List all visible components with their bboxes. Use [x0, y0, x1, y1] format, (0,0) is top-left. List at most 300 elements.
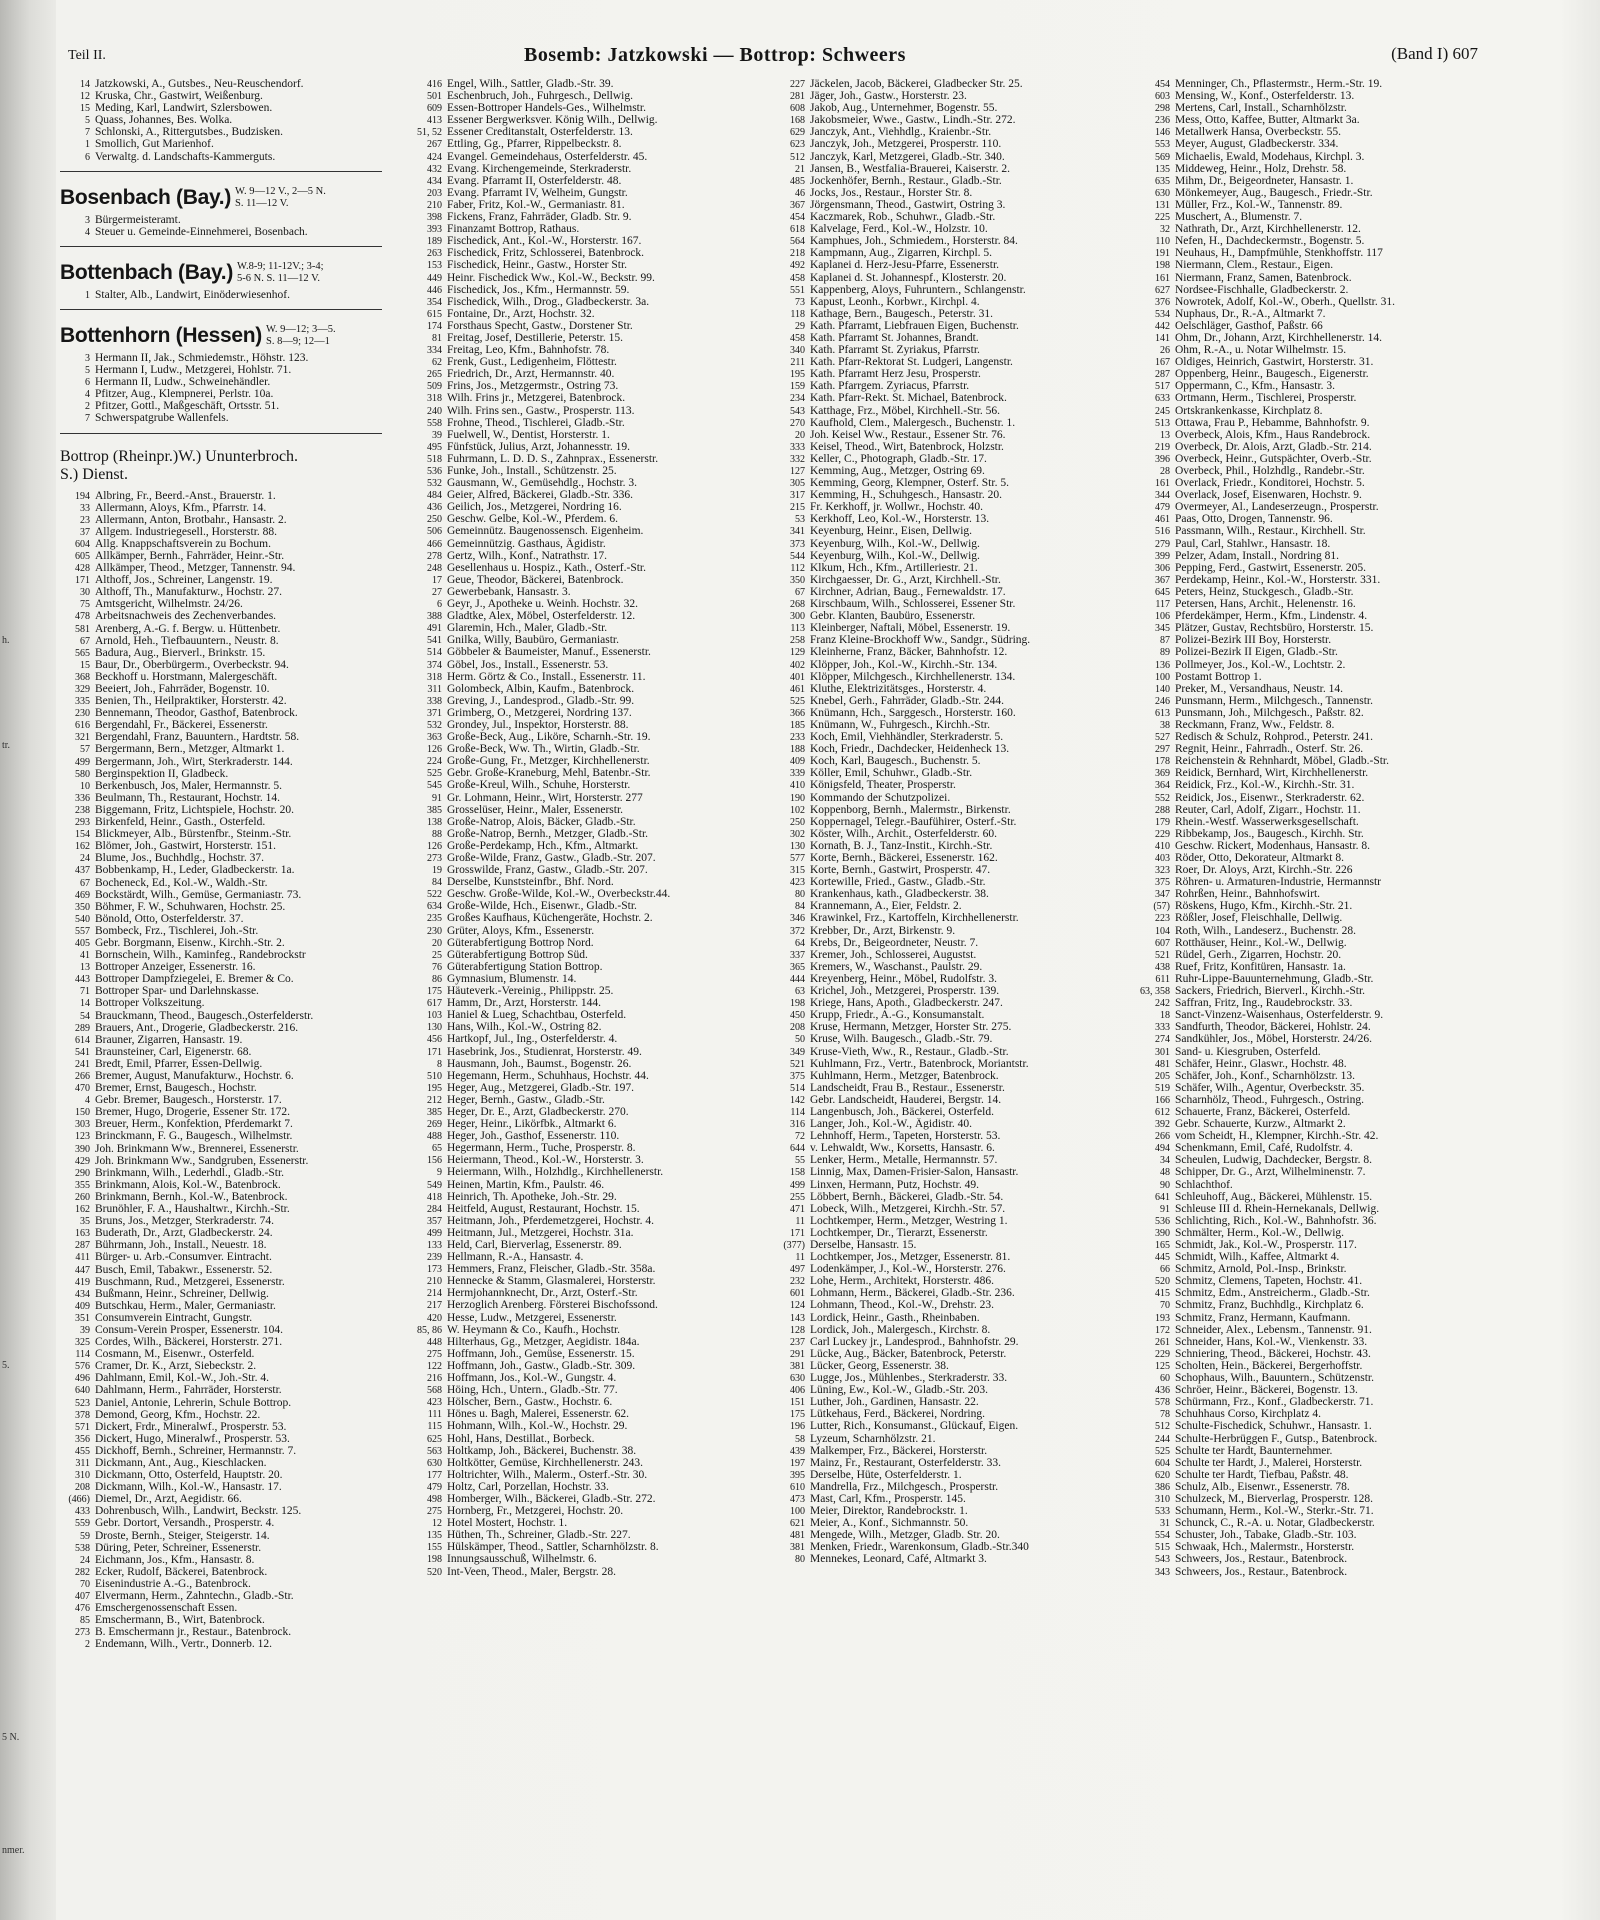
- directory-entry: [775, 175, 1135, 187]
- entry-text: Scholten, Hein., Bäckerei, Bergerhoffstr.: [1175, 1359, 1363, 1372]
- directory-entry: [60, 743, 410, 755]
- directory-entry: [60, 671, 410, 683]
- entry-text: Mihm, Dr., Beigeordneter, Hansastr. 1.: [1175, 174, 1354, 187]
- city-heading: [60, 448, 410, 484]
- directory-entry: [1140, 102, 1485, 114]
- phone-number: 364: [1155, 780, 1170, 792]
- phone-number: 534: [1155, 308, 1170, 320]
- directory-entry: [775, 259, 1135, 271]
- phone-number: 189: [427, 236, 442, 248]
- phone-number: 71: [80, 986, 90, 998]
- entry-text: Dickmann, Otto, Osterfeld, Hauptstr. 20.: [95, 1469, 283, 1482]
- directory-entry: [775, 1553, 1135, 1565]
- entry-text: Buschmann, Rud., Metzgerei, Essenerstr.: [95, 1275, 285, 1288]
- phone-number: 260: [75, 1191, 90, 1203]
- directory-entry: [1140, 78, 1485, 90]
- entry-text: Lugge, Jos., Mühlenbes., Sterkraderstr. 33.: [810, 1372, 1008, 1385]
- phone-number: 239: [427, 1252, 442, 1264]
- phone-number: 410: [1155, 840, 1170, 852]
- phone-number: 238: [75, 804, 90, 816]
- entry-text: Elvermann, Herm., Zahntechn., Gladb.-Str.: [95, 1590, 294, 1603]
- directory-entry: [412, 961, 772, 973]
- entry-text: Schmidt, Jak., Kol.-W., Prosperstr. 117.: [1175, 1239, 1357, 1251]
- phone-number: 267: [427, 139, 442, 151]
- phone-number: 306: [1155, 562, 1170, 574]
- entry-text: vom Scheidt, H., Klempner, Kirchh.-Str. 42.: [1175, 1130, 1379, 1143]
- directory-entry: [412, 1046, 772, 1058]
- directory-entry: [1140, 138, 1485, 150]
- entry-text: Schwerspatgrube Wallenfels.: [95, 412, 229, 425]
- entry-text: Nordsee-Fischhalle, Gladbeckerstr. 2.: [1175, 283, 1349, 296]
- entry-text: Hans, Wilh., Kol.-W., Ostring 82.: [447, 1021, 602, 1034]
- phone-number: 644: [790, 1143, 805, 1155]
- entry-text: Nefen, H., Dachdeckermstr., Bogenstr. 5.: [1175, 235, 1365, 248]
- entry-text: Overbeck, Heinr., Gutspächter, Overb.-Str.: [1175, 452, 1372, 465]
- entry-text: Kath. Pfarramt, Liebfrauen Eigen, Buchenstr.: [810, 319, 1019, 332]
- entry-text: Mandrella, Frz., Milchgesch., Prosperstr.: [810, 1480, 999, 1493]
- phone-number: 323: [1155, 865, 1170, 877]
- entry-text: Mönkemeyer, Aug., Baugesch., Friedr.-Str.: [1175, 186, 1373, 199]
- entry-text: Kluthe, Elektrizitätsges., Horsterstr. 4.: [810, 682, 987, 695]
- directory-entry: [412, 114, 772, 126]
- phone-number: 6: [85, 377, 90, 389]
- phone-number: 496: [75, 1373, 90, 1385]
- phone-number: 515: [1155, 1542, 1170, 1554]
- city-name: Bosenbach (Bay.): [60, 185, 232, 209]
- entry-text: Neuhaus, H., Dampfmühle, Stenkhoffstr. 117: [1175, 247, 1383, 260]
- phone-number: 629: [790, 127, 805, 139]
- entry-text: Krankenhaus, kath., Gladbeckerstr. 38.: [810, 888, 989, 901]
- directory-entry: [412, 1203, 772, 1215]
- phone-number: 70: [1160, 1300, 1170, 1312]
- directory-entry: [60, 1143, 410, 1155]
- phone-number: 641: [1155, 1191, 1170, 1203]
- entry-text: Kruse, Wilh. Baugesch., Gladb.-Str. 79.: [810, 1033, 993, 1046]
- phone-number: 454: [1155, 79, 1170, 90]
- directory-entry: [1140, 1445, 1485, 1457]
- phone-number: 580: [75, 768, 90, 780]
- directory-entry: [1140, 501, 1485, 513]
- phone-number: 479: [427, 1481, 442, 1493]
- entry-text: Middeweg, Heinr., Holz, Drehstr. 58.: [1175, 162, 1347, 175]
- directory-entry: [1140, 961, 1485, 973]
- entry-text: Kremers, W., Waschanst., Paulstr. 29.: [810, 960, 983, 973]
- directory-entry: [775, 441, 1135, 453]
- directory-entry: [1140, 816, 1485, 828]
- phone-number: 403: [1155, 853, 1170, 864]
- phone-number: 100: [1155, 671, 1170, 683]
- directory-entry: [412, 1348, 772, 1360]
- phone-number: 495: [427, 441, 442, 453]
- entry-text: Fünfstück, Julius, Arzt, Johannesstr. 19.: [447, 440, 631, 453]
- entry-text: Häuteverk.-Vereinig., Philippstr. 25.: [447, 985, 614, 998]
- phone-number: 520: [427, 1566, 442, 1578]
- phone-number: 410: [790, 780, 805, 792]
- entry-text: Krupp, Friedr., A.-G., Konsumanstalt.: [810, 1009, 985, 1022]
- directory-entry: [60, 610, 410, 622]
- phone-number: 39: [432, 429, 442, 441]
- entry-text: Klöpper, Joh., Kol.-W., Kirchh.-Str. 134.: [810, 658, 998, 671]
- phone-number: 388: [427, 611, 442, 623]
- directory-entry: [412, 1058, 772, 1070]
- directory-entry: [775, 1312, 1135, 1324]
- phone-number: 265: [427, 369, 442, 381]
- directory-entry: [60, 925, 410, 937]
- entry-text: Ribbekamp, Jos., Baugesch., Kirchh. Str.: [1175, 827, 1364, 840]
- phone-number: 27: [432, 586, 442, 598]
- phone-number: 525: [1155, 1445, 1170, 1457]
- gutter-mark: 5 N.: [2, 1732, 20, 1743]
- phone-number: 371: [427, 707, 442, 719]
- entry-text: Lochtkemper, Dr., Tierarzt, Essenerstr.: [810, 1226, 988, 1239]
- entry-text: Schulte-Fischedick, Schuhwr., Hansastr. 1.: [1175, 1420, 1372, 1433]
- entry-text: Schulz, Alb., Eisenwr., Essenerstr. 78.: [1175, 1480, 1350, 1493]
- directory-entry: [775, 1082, 1135, 1094]
- directory-entry: [775, 1408, 1135, 1420]
- directory-entry: [412, 937, 772, 949]
- phone-number: 198: [1155, 260, 1170, 272]
- directory-entry: [775, 1372, 1135, 1384]
- directory-entry: [60, 985, 410, 997]
- phone-number: 609: [427, 103, 442, 115]
- entry-text: Derselbe, Hansastr. 15.: [810, 1239, 917, 1251]
- directory-entry: [775, 78, 1135, 90]
- entry-text: Birkenfeld, Heinr., Gasth., Osterfeld.: [95, 816, 266, 829]
- entry-text: Butschkau, Herm., Maler, Germaniastr.: [95, 1299, 276, 1312]
- phone-number: 31: [1160, 1518, 1170, 1530]
- entry-text: Held, Carl, Bierverlag, Essenerstr. 89.: [447, 1239, 622, 1251]
- entry-text: Gymnasium, Blumenstr. 14.: [447, 972, 577, 985]
- entry-text: Lenker, Herm., Metalle, Hermannstr. 57.: [810, 1154, 998, 1167]
- entry-text: Hoffmann, Joh., Gemüse, Essenerstr. 15.: [447, 1347, 635, 1360]
- entry-text: Fischedick, Ant., Kol.-W., Horsterstr. 167.: [447, 235, 642, 248]
- directory-entry: [775, 465, 1135, 477]
- entry-text: Lordick, Joh., Malergesch., Kirchstr. 8.: [810, 1323, 991, 1336]
- directory-entry: [412, 1021, 772, 1033]
- phone-number: 218: [790, 248, 805, 260]
- entry-text: Lordick, Heinr., Gasth., Rheinbaben.: [810, 1311, 980, 1324]
- directory-entry: [1140, 937, 1485, 949]
- entry-text: Bürgermeisteramt.: [95, 213, 181, 226]
- entry-text: Kemming, Georg, Klempner, Osterf. Str. 5.: [810, 477, 1009, 490]
- directory-entry: [775, 1033, 1135, 1045]
- entry-text: Schlachthof.: [1175, 1178, 1233, 1191]
- phone-number: 522: [427, 889, 442, 901]
- entry-text: Meier, Direktor, Randebrockstr. 1.: [810, 1505, 968, 1518]
- entry-text: Große-Natrop, Bernh., Metzger, Gladb.-Str.: [447, 827, 649, 840]
- directory-entry: [60, 1542, 410, 1554]
- directory-entry: [1140, 151, 1485, 163]
- directory-entry: [60, 635, 410, 647]
- directory-entry: [775, 477, 1135, 489]
- phone-number: 406: [790, 1385, 805, 1397]
- entry-text: Oppermann, C., Kfm., Hansastr. 3.: [1175, 380, 1336, 393]
- entry-text: Güterabfertigung Station Bottrop.: [447, 960, 603, 973]
- phone-number: 20: [432, 937, 442, 949]
- phone-number: 536: [1155, 1215, 1170, 1227]
- phone-number: 214: [427, 1288, 442, 1300]
- phone-number: 7: [85, 413, 90, 425]
- entry-text: Kaczmarek, Rob., Schuhwr., Gladb.-Str.: [810, 211, 996, 224]
- entry-text: Gertz, Wilh., Konf., Natrathstr. 17.: [447, 549, 607, 562]
- directory-entry: [1140, 562, 1485, 574]
- phone-number: 10: [80, 780, 90, 792]
- phone-number: 241: [75, 1058, 90, 1070]
- phone-number: 301: [1155, 1046, 1170, 1058]
- entry-text: Keyenburg, Wilh., Kol.-W., Dellwig.: [810, 537, 980, 550]
- entry-text: Mainz, Fr., Restaurant, Osterfelderstr. 33.: [810, 1456, 1001, 1469]
- phone-number: 4: [85, 226, 90, 238]
- directory-entry: [775, 272, 1135, 284]
- entry-text: Geschw. Gelbe, Kol.-W., Pferdem. 6.: [447, 513, 618, 526]
- entry-text: Buderath, Dr., Arzt, Gladbeckerstr. 24.: [95, 1227, 273, 1240]
- entry-text: Rüdel, Gerh., Zigarren, Hochstr. 20.: [1175, 948, 1342, 961]
- entry-text: Schmidt, Wilh., Kaffee, Altmarkt 4.: [1175, 1251, 1340, 1264]
- entry-text: Badura, Aug., Bierverl., Brinkstr. 15.: [95, 646, 266, 659]
- entry-text: Forsthaus Specht, Gastw., Dorstener Str.: [447, 319, 633, 332]
- city-heading: [60, 186, 410, 210]
- entry-text: Allgem. Industriegesell., Horsterstr. 88.: [95, 525, 278, 538]
- directory-entry: [775, 1360, 1135, 1372]
- entry-text: Brauckmann, Theod., Baugesch.,Osterfelderstr.: [95, 1009, 314, 1022]
- directory-entry: [775, 223, 1135, 235]
- entry-text: Hellmann, R.-A., Hansastr. 4.: [447, 1251, 584, 1264]
- entry-text: Hoffmann, Joh., Gastw., Gladb.-Str. 309.: [447, 1359, 636, 1372]
- entry-text: Meding, Karl, Landwirt, Szlersbowen.: [95, 102, 273, 115]
- entry-text: Müller, Frz., Kol.-W., Tannenstr. 89.: [1175, 198, 1343, 211]
- entry-text: Quass, Johannes, Bes. Wolka.: [95, 114, 233, 127]
- entry-text: Schauerte, Franz, Bäckerei, Osterfeld.: [1175, 1105, 1351, 1118]
- phone-number: 2: [85, 1639, 90, 1651]
- directory-entry: [412, 1541, 772, 1553]
- phone-number: 479: [1155, 502, 1170, 514]
- directory-entry: [775, 876, 1135, 888]
- entry-text: Jocks, Jos., Restaur., Horster Str. 8.: [810, 186, 973, 199]
- directory-entry: [775, 1227, 1135, 1239]
- directory-entry: [412, 1566, 772, 1578]
- phone-number: 39: [80, 1324, 90, 1336]
- phone-number: 372: [790, 925, 805, 937]
- entry-text: Overbeck, Dr. Alois, Arzt, Gladb.-Str. 214.: [1175, 440, 1372, 453]
- directory-entry: [60, 1227, 410, 1239]
- directory-entry: [1140, 247, 1485, 259]
- entry-text: Muschert, A., Blumenstr. 7.: [1175, 211, 1303, 224]
- phone-number: 614: [75, 1034, 90, 1046]
- phone-number: 215: [790, 502, 805, 514]
- phone-number: 558: [427, 417, 442, 429]
- phone-number: 6: [85, 151, 90, 163]
- directory-entry: [412, 1517, 772, 1529]
- directory-entry: [60, 1288, 410, 1300]
- phone-number: 341: [790, 526, 805, 538]
- directory-entry: [775, 1058, 1135, 1070]
- entry-text: Herzoglich Arenberg. Försterei Bischofssond.: [447, 1299, 658, 1312]
- phone-number: 302: [790, 828, 805, 840]
- phone-number: 146: [1155, 127, 1170, 139]
- phone-number: 15: [80, 659, 90, 671]
- phone-number: 366: [790, 707, 805, 719]
- directory-entry: [60, 1022, 410, 1034]
- entry-text: Jakobsmeier, Wwe., Gastw., Lindh.-Str. 272.: [810, 114, 1016, 127]
- phone-number: 125: [1155, 1360, 1170, 1372]
- entry-text: Sanct-Vinzenz-Waisenhaus, Osterfelderstr. 9.: [1175, 1009, 1384, 1022]
- directory-entry: [60, 961, 410, 973]
- directory-entry: [1140, 1433, 1485, 1445]
- entry-text: Heitmann, Joh., Pferdemetzgerei, Hochstr. 4.: [447, 1214, 654, 1227]
- directory-entry: [1140, 175, 1485, 187]
- directory-entry: [1140, 1481, 1485, 1493]
- entry-text: Dahlmann, Herm., Fahrräder, Horsterstr.: [95, 1384, 282, 1397]
- directory-entry: [412, 90, 772, 102]
- directory-entry: [412, 1312, 772, 1324]
- phone-number: 543: [1155, 1554, 1170, 1566]
- directory-entry: [1140, 296, 1485, 308]
- entry-text: Sand- u. Kiesgruben, Osterfeld.: [1175, 1045, 1321, 1058]
- entry-text: Bombeck, Frz., Tischlerei, Joh.-Str.: [95, 924, 259, 937]
- entry-text: Große-Gung, Fr., Metzger, Kirchhellenerstr.: [447, 755, 650, 768]
- phone-number: 273: [75, 1627, 90, 1639]
- phone-number: 523: [75, 1397, 90, 1409]
- directory-entry: [60, 889, 410, 901]
- phone-number: 179: [1155, 816, 1170, 828]
- directory-entry: [60, 1578, 410, 1590]
- directory-entry: [775, 1433, 1135, 1445]
- phone-number: 347: [1155, 889, 1170, 901]
- directory-entry: [412, 284, 772, 296]
- entry-text: Bremer, Hugo, Drogerie, Essener Str. 172.: [95, 1106, 290, 1119]
- entry-text: Allkämper, Bernh., Fahrräder, Heinr.-Str.: [95, 549, 285, 562]
- entry-text: Arbeitsnachweis des Zechenverbandes.: [95, 610, 277, 623]
- entry-text: Knümann, Hch., Sarggesch., Horsterstr. 160.: [810, 706, 1016, 719]
- phone-number: 438: [1155, 961, 1170, 973]
- entry-text: Kuhlmann, Frz., Vertr., Batenbrock, Moriantstr.: [810, 1057, 1029, 1070]
- phone-number: 287: [75, 1240, 90, 1252]
- directory-entry: [60, 214, 410, 226]
- phone-number: 261: [1155, 1336, 1170, 1348]
- directory-entry: [775, 1118, 1135, 1130]
- entry-text: Hasebrink, Jos., Studienrat, Horsterstr. 49.: [447, 1045, 642, 1058]
- entry-text: Brinckmann, F. G., Baugesch., Wilhelmstr.: [95, 1130, 293, 1143]
- directory-entry: [1140, 1106, 1485, 1118]
- page-header: [64, 40, 1478, 68]
- phone-number: 162: [75, 841, 90, 853]
- directory-entry: [1140, 392, 1485, 404]
- phone-number: 51, 52: [417, 127, 442, 139]
- phone-number: 154: [75, 829, 90, 841]
- directory-entry: [60, 102, 410, 114]
- entry-text: Hennecke & Stamm, Glasmalerei, Horsterstr.: [447, 1275, 656, 1288]
- directory-entry: [60, 1034, 410, 1046]
- directory-entry: [775, 779, 1135, 791]
- phone-number: 367: [1155, 574, 1170, 586]
- phone-number: 334: [427, 345, 442, 357]
- phone-number: 78: [1160, 1409, 1170, 1421]
- entry-text: Oelschläger, Gasthof, Paßstr. 66: [1175, 319, 1323, 332]
- phone-number: 85, 86: [417, 1324, 442, 1336]
- directory-entry: [775, 1445, 1135, 1457]
- entry-text: Schleuhoff, Aug., Bäckerei, Mühlenstr. 15.: [1175, 1190, 1373, 1203]
- entry-text: Kath. Pfarramt St. Johannes, Brandt.: [810, 331, 979, 344]
- column-1: [60, 78, 410, 1878]
- entry-text: Evangel. Gemeindehaus, Osterfelderstr. 45.: [447, 150, 648, 163]
- entry-text: Ortskrankenkasse, Kirchplatz 8.: [1175, 404, 1323, 417]
- entry-text: Blömer, Joh., Gastwirt, Horsterstr. 151.: [95, 840, 276, 853]
- phone-number: 512: [1155, 1421, 1170, 1433]
- phone-number: 25: [432, 949, 442, 961]
- directory-entry: [1140, 912, 1485, 924]
- phone-number: 217: [427, 1300, 442, 1312]
- phone-number: 288: [1155, 804, 1170, 816]
- directory-entry: [775, 985, 1135, 997]
- directory-entry: [1140, 973, 1485, 985]
- entry-text: Schniering, Theod., Bäckerei, Hochstr. 43.: [1175, 1347, 1371, 1360]
- phone-number: 58: [795, 1433, 805, 1445]
- phone-number: 315: [790, 865, 805, 877]
- entry-text: Reuter, Carl, Adolf, Zigarr., Hochstr. 11.: [1175, 803, 1361, 816]
- entry-text: Arnold, Heh., Tiefbauuntern., Neustr. 8.: [95, 634, 279, 647]
- directory-entry: [1140, 284, 1485, 296]
- phone-number: 437: [75, 865, 90, 877]
- directory-entry: [60, 352, 410, 364]
- directory-entry: [775, 1396, 1135, 1408]
- entry-text: Kath. Pfarr-Rekt. St. Michael, Batenbrock.: [810, 392, 1007, 405]
- directory-entry: [1140, 1553, 1485, 1565]
- phone-number: 129: [790, 647, 805, 659]
- directory-entry: [775, 1009, 1135, 1021]
- phone-number: 3: [85, 214, 90, 226]
- phone-number: 195: [790, 369, 805, 381]
- phone-number: 122: [427, 1360, 442, 1372]
- directory-entry: [1140, 1203, 1485, 1215]
- phone-number: 81: [432, 332, 442, 344]
- phone-number: 536: [427, 466, 442, 477]
- entry-text: Sandkühler, Jos., Möbel, Horsterstr. 24/26.: [1175, 1033, 1372, 1046]
- phone-number: 368: [75, 671, 90, 683]
- directory-entry: [60, 126, 410, 138]
- phone-number: 171: [75, 575, 90, 587]
- phone-number: 35: [80, 1216, 90, 1228]
- entry-text: Bürger- u. Arb.-Consumver. Eintracht.: [95, 1251, 272, 1264]
- directory-entry: [775, 1324, 1135, 1336]
- entry-text: Schenkmann, Emil, Café, Rudolfstr. 4.: [1175, 1142, 1353, 1155]
- entry-text: Nuphaus, Dr., R.-A., Altmarkt 7.: [1175, 307, 1326, 320]
- city-heading: [60, 261, 410, 285]
- entry-text: Paas, Otto, Drogen, Tannenstr. 96.: [1175, 513, 1333, 526]
- entry-text: Roth, Wilh., Landeserz., Buchenstr. 28.: [1175, 924, 1357, 937]
- phone-number: 564: [790, 236, 805, 248]
- entry-text: Essener Bergwerksver. König Wilh., Dellwig.: [447, 114, 658, 127]
- entry-text: Fickens, Franz, Fahrräder, Gladb. Str. 9.: [447, 211, 632, 224]
- phone-number: 223: [1155, 913, 1170, 925]
- directory-entry: [1140, 1227, 1485, 1239]
- city-name: Bottenhorn (Hessen): [60, 323, 262, 347]
- entry-text: Kirschbaum, Wilh., Schlosserei, Essener Str.: [810, 598, 1016, 611]
- phone-number: 458: [790, 272, 805, 284]
- phone-number: 455: [75, 1445, 90, 1457]
- phone-number: 210: [427, 199, 442, 211]
- phone-number: 219: [1155, 441, 1170, 453]
- directory-entry: [412, 1287, 772, 1299]
- directory-entry: [775, 187, 1135, 199]
- entry-text: Petersen, Hans, Archit., Helenenstr. 16.: [1175, 598, 1356, 611]
- directory-entry: [60, 388, 410, 400]
- directory-entry: [412, 731, 772, 743]
- phone-number: 24: [80, 1554, 90, 1566]
- entry-text: Innungsausschuß, Wilhelmstr. 6.: [447, 1553, 597, 1566]
- directory-entry: [412, 719, 772, 731]
- directory-entry: [775, 1142, 1135, 1154]
- entry-text: Lohe, Herm., Architekt, Horsterstr. 486.: [810, 1275, 994, 1288]
